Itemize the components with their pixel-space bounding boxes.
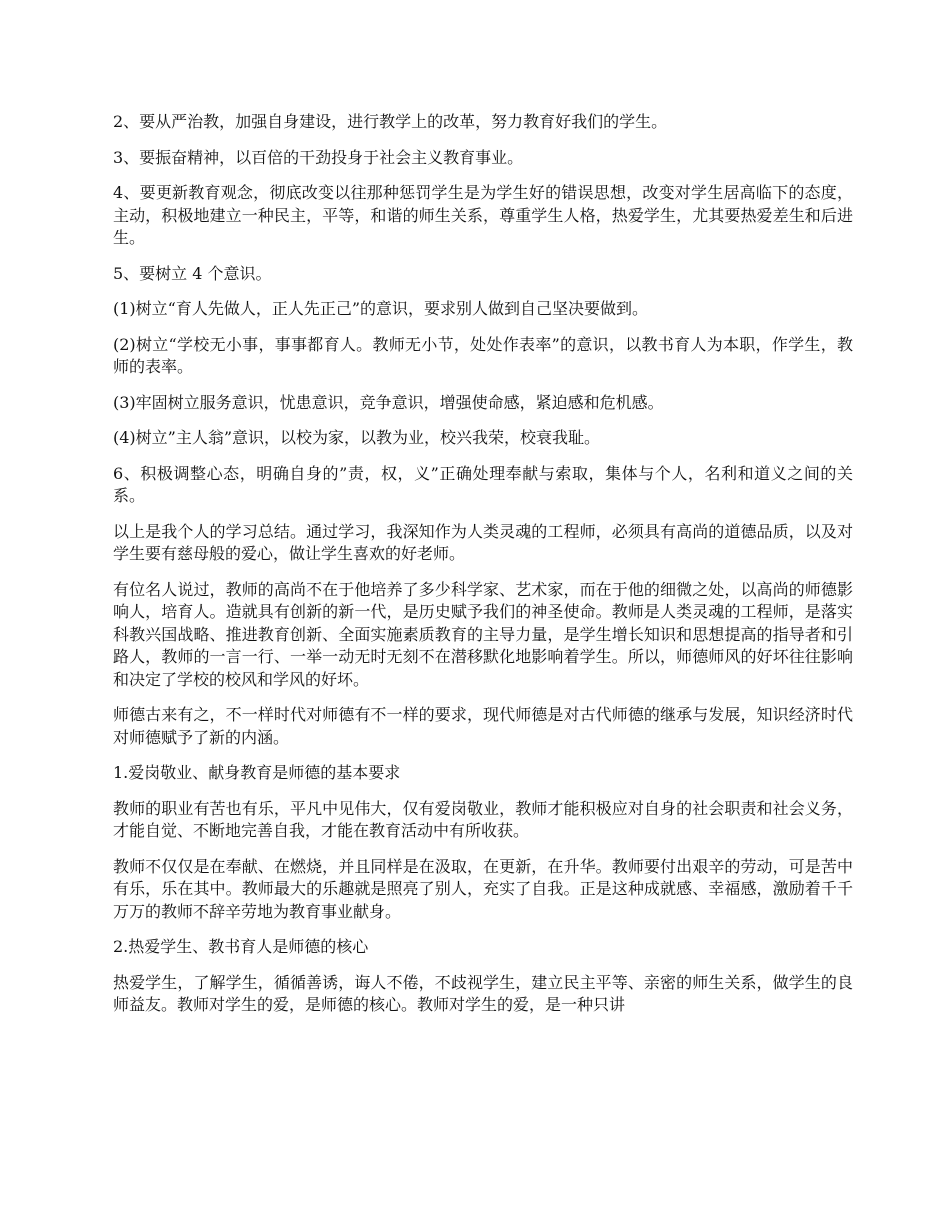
section-heading-1: 1.爱岗敬业、献身教育是师德的基本要求 — [113, 763, 401, 782]
paragraph-awareness-4: (4)树立”主人翁”意识，以校为家，以教为业，校兴我荣，校衰我耻。 — [113, 428, 601, 447]
paragraph-summary: 以上是我个人的学习总结。通过学习，我深知作为人类灵魂的工程师，必须具有高尚的道德品质，以及对学生要有慈母般的爱心，做让学生喜欢的好老师。 — [113, 521, 853, 563]
paragraph-requirement-4: 4、要更新教育观念，彻底改变以往那种惩罚学生是为学生好的错误思想，改变对学生居高临下的态度，主动，积极地建立一种民主，平等，和谐的师生关系，尊重学生人格，热爱学生，尤其要热爱差生和后进生。 — [113, 183, 853, 247]
paragraph-ethics-history: 师德古来有之，不一样时代对师德有不一样的要求，现代师德是对古代师德的继承与发展，知识经济时代对师德赋予了新的内涵。 — [113, 705, 853, 747]
section-heading-2: 2.热爱学生、教书育人是师德的核心 — [113, 937, 369, 956]
paragraph-requirement-3: 3、要振奋精神，以百倍的干劲投身于社会主义教育事业。 — [113, 147, 524, 167]
paragraph-love-students: 热爱学生，了解学生，循循善诱，诲人不倦，不歧视学生，建立民主平等、亲密的师生关系，做学生的良师益友。教师对学生的爱，是师德的核心。教师对学生的爱，是一种只讲 — [113, 972, 853, 1014]
paragraph-requirement-5: 5、要树立 4 个意识。 — [113, 263, 272, 283]
document-body — [113, 111, 853, 1030]
paragraph-famous-quote: 有位名人说过，教师的高尚不在于他培养了多少科学家、艺术家，而在于他的细微之处，以高尚的师德影响人，培育人。造就具有创新的新一代，是历史赋予我们的神圣使命。教师是人类灵魂的工程师，是落实科教兴国战略、推进教育创新、全面实施素质教育的主导力量，是学生增长知识和思想提高的指导者和引路人，教师的一言一行、一举一动无时无刻不在潜移默化地影响着学生。所以，师德师风的好坏往往影响和决定了学校的校风和学风的好坏。 — [113, 579, 853, 689]
paragraph-requirement-6: 6、积极调整心态，明确自身的”责，权，义”正确处理奉献与索取，集体与个人，名利和道义之间的关系。 — [113, 463, 853, 505]
paragraph-dedication: 教师的职业有苦也有乐，平凡中见伟大，仅有爱岗敬业，教师才能积极应对自身的社会职责和社会义务，才能自觉、不断地完善自我，才能在教育活动中有所收获。 — [113, 798, 853, 840]
paragraph-devotion: 教师不仅仅是在奉献、在燃烧，并且同样是在汲取，在更新，在升华。教师要付出艰辛的劳动，可是苦中有乐，乐在其中。教师最大的乐趣就是照亮了别人，充实了自我。正是这种成就感、幸福感，激励着千千万万的教师不辞辛劳地为教育事业献身。 — [113, 856, 853, 921]
paragraph-requirement-2: 2、要从严治教，加强自身建设，进行教学上的改革，努力教育好我们的学生。 — [113, 112, 668, 131]
paragraph-awareness-1: (1)树立“育人先做人，正人先正己”的意识，要求别人做到自己坚决要做到。 — [113, 299, 649, 318]
paragraph-awareness-3: (3)牢固树立服务意识，忧患意识，竞争意识，增强使命感，紧迫感和危机感。 — [113, 392, 664, 412]
paragraph-awareness-2: (2)树立“学校无小事，事事都育人。教师无小节，处处作表率”的意识，以教书育人为本职，作学生，教师的表率。 — [113, 334, 853, 376]
